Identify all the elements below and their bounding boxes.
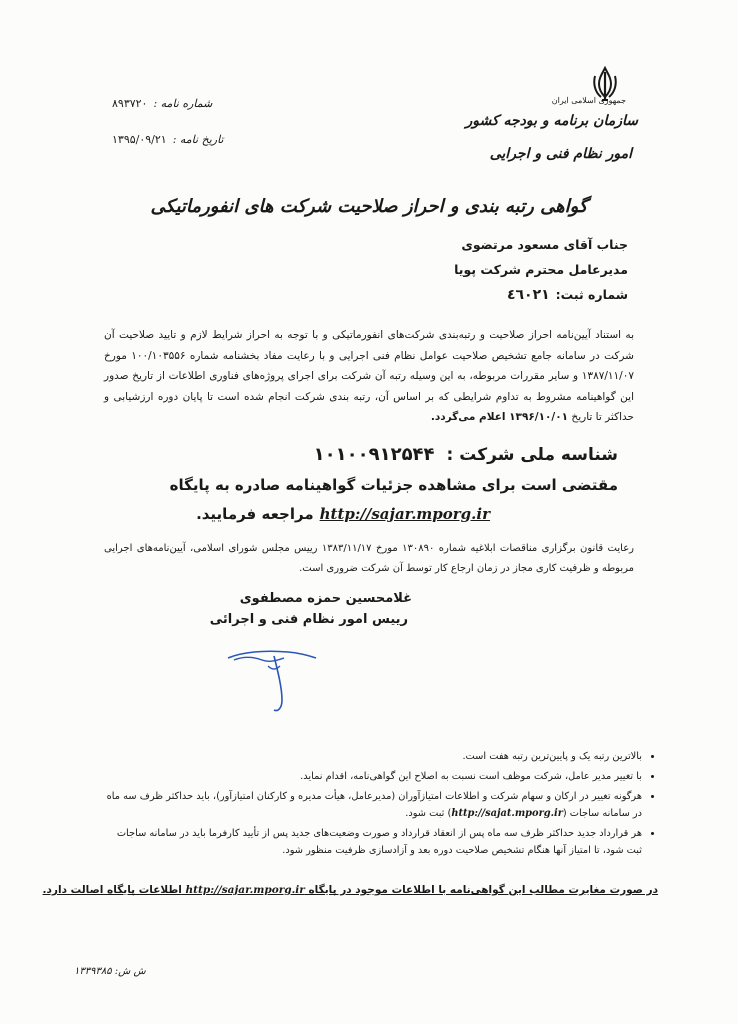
certificate-title: گواهی رتبه بندی و احراز صلاحیت شرکت های انفورماتیکی bbox=[150, 196, 588, 217]
addressee-position: مدیرعامل محترم شرکت پویا bbox=[454, 262, 628, 277]
signatory-title: رییس امور نظام فنی و اجرائی bbox=[209, 612, 408, 627]
note-text: با تغییر مدیر عامل، شرکت موظف است نسبت به اصلاح این گواهی‌نامه، اقدام نماید. bbox=[300, 771, 642, 782]
letter-date-label: تاریخ نامه : bbox=[172, 133, 224, 146]
body-text: به استناد آیین‌نامه احراز صلاحیت و رتبه‌بندی شرکت‌های انفورماتیکی و با توجه به احراز شرایط لازم و تایید صلاحیت آن شرکت در سامانه جامع تشخیص صلاحیت عوامل نظام فنی اجرایی و با رعایت مفاد بخشنامه شماره ۱۰۰/۱۰۳۵۵۶ مورخ ۱۳۸۷/۱۱/۰۷ و سایر مقررات مربوطه، به این وسیله رتبه آن شرکت برای اجرای پروژه‌های فناوری اطلاعات از تاریخ صدور این گواهینامه مشروط به تداوم شرایطی که بر اساس آن، رتبه بندی شرکت انجام شده است تا پایان دوره ارزشیابی و حداکثر تا تاریخ bbox=[104, 329, 634, 423]
national-id-label: شناسه ملی شرکت : bbox=[446, 445, 618, 465]
portal-instruction-tail: مراجعه فرمایید. bbox=[196, 505, 314, 523]
letter-date bbox=[112, 133, 223, 146]
letter-date-value: ۱۳۹۵/۰۹/۲۱ bbox=[112, 133, 167, 146]
validity-warning bbox=[42, 884, 658, 896]
warning-post: اطلاعات پایگاه اصالت دارد. bbox=[42, 884, 182, 896]
list-item bbox=[106, 788, 642, 822]
registration-label: شماره ثبت: bbox=[555, 287, 628, 302]
note-text: هرگونه تغییر در ارکان و سهام شرکت و اطلاعات امتیازآوران (مدیرعامل، هیأت مدیره و کارکنان امتیازآور)، باید حداکثر ظرف سه ماه در سامانه ساجات ( bbox=[106, 791, 642, 819]
org-name-line: سازمان برنامه و بودجه کشور bbox=[465, 113, 638, 129]
serial-number: ش ش: ۱۳۳۹۳۸۵ bbox=[74, 966, 146, 977]
signature-icon bbox=[224, 636, 324, 716]
note-text: هر قرارداد جدید حداکثر ظرف سه ماه پس از انعقاد قرارداد و صورت وضعیت‌های جدید پس از تأیید کارفرما باید در سامانه ساجات ثبت شود، تا امتیاز آنها هنگام تشخیص صلاحیت دوره بعد و آزادسازی ظرفیت منظور شود. bbox=[116, 828, 642, 856]
notes-list bbox=[106, 748, 658, 862]
org-country-line: جمهوری اسلامی ایران bbox=[551, 96, 626, 105]
portal-link[interactable]: http://sajar.mporg.ir bbox=[319, 505, 490, 523]
portal-instruction-cont bbox=[196, 505, 490, 523]
national-id bbox=[314, 444, 618, 465]
compliance-paragraph: رعایت قانون برگزاری مناقصات ابلاغیه شماره ۱۳۰۸۹۰ مورخ ۱۳۸۳/۱۱/۱۷ رییس مجلس شورای اسلامی، آیین‌نامه‌های اجرایی مربوطه و ظرفیت کاری مجاز در زمان ارجاع کار توسط آن شرکت ضروری است. bbox=[104, 543, 634, 574]
letter-number-value: ۸۹۳۷۲۰ bbox=[112, 97, 148, 110]
addressee-name: جناب آقای مسعود مرتضوی bbox=[461, 237, 628, 252]
list-item bbox=[106, 825, 642, 859]
warning-pre: در صورت مغایرت مطالب این گواهی‌نامه با اطلاعات موجود در پایگاه bbox=[308, 884, 658, 896]
letter-number bbox=[112, 97, 212, 110]
list-item bbox=[106, 768, 642, 785]
letter-number-label: شماره نامه : bbox=[153, 97, 213, 110]
body-expiry: ۱۳۹۶/۱۰/۰۱ اعلام می‌گردد. bbox=[430, 411, 569, 423]
registration-value: ٤٦٠٢١ bbox=[506, 287, 550, 303]
portal-instruction: مقتضی است برای مشاهده جزئیات گواهینامه صادره به پایگاه bbox=[169, 476, 618, 494]
registration-number bbox=[507, 287, 628, 303]
list-item bbox=[106, 748, 642, 765]
body-paragraph bbox=[104, 325, 634, 428]
note-text-tail: ) ثبت شود. bbox=[405, 808, 452, 819]
signatory-name: غلامحسین حمزه مصطفوی bbox=[239, 591, 412, 606]
note-text: بالاترین رتبه یک و پایین‌ترین رتبه هفت است. bbox=[462, 751, 642, 762]
org-department-line: امور نظام فنی و اجرایی bbox=[489, 146, 632, 162]
warning-link[interactable]: http://sajar.mporg.ir bbox=[185, 884, 305, 896]
national-id-value: ۱۰۱۰۰۹۱۲۵۴۴ bbox=[313, 444, 435, 465]
sajat-link[interactable]: http://sajat.mporg.ir bbox=[451, 808, 563, 819]
